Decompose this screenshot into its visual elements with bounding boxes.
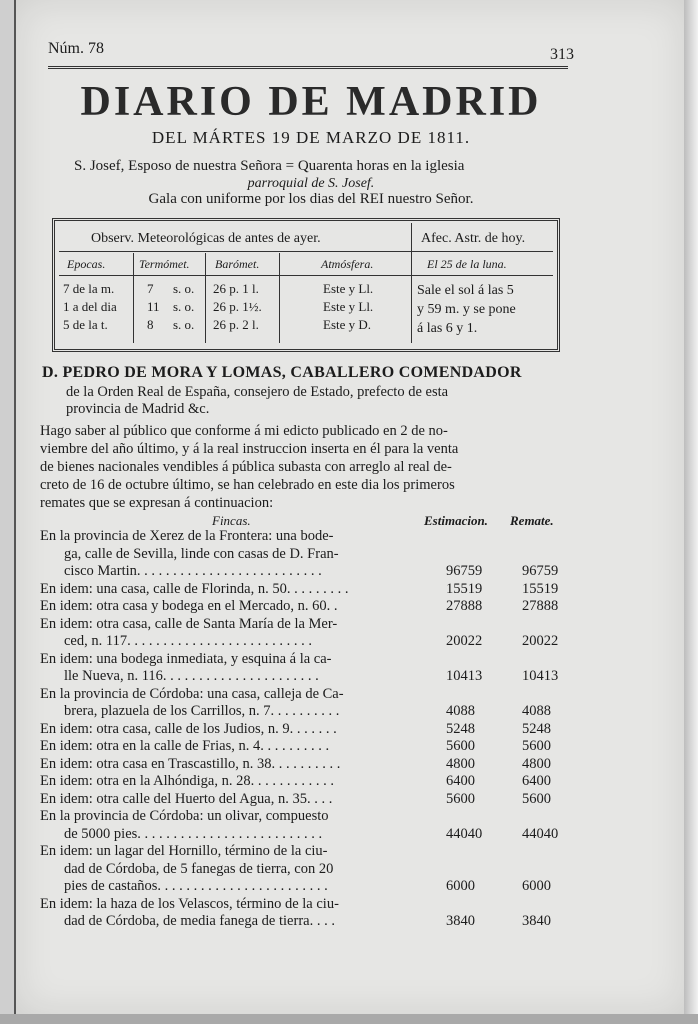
table-row xyxy=(40,738,424,756)
header-rule xyxy=(48,66,568,69)
finca-description: En idem: otra en la Alhóndiga, n. 28. . . . . . . . . . . . xyxy=(40,773,334,789)
table-row xyxy=(40,616,424,651)
table-row xyxy=(40,791,424,809)
estimacion-value: 10413 xyxy=(446,668,483,684)
table-row xyxy=(40,581,424,599)
estimacion-value: 6000 xyxy=(446,878,475,894)
weather-atm: Este y Ll. xyxy=(323,299,374,314)
weather-dir: s. o. xyxy=(173,281,195,296)
remate-value: 3840 xyxy=(522,913,551,929)
saint-of-day: S. Josef, Esposo de nuestra Señora = Quarenta horas en la iglesia xyxy=(74,158,465,174)
weather-term: 7 xyxy=(147,281,154,296)
remate-value: 6000 xyxy=(522,878,551,894)
decree-body-line: Hago saber al público que conforme á mi edicto publicado en 2 de no- xyxy=(40,423,448,439)
decree-body-line: de bienes nacionales vendibles á pública subasta con arreglo al real de- xyxy=(40,459,452,475)
table-row xyxy=(40,528,424,581)
finca-description: En idem: una bodega inmediata, y esquina á la ca- xyxy=(40,650,332,667)
astro-title: Afec. Astr. de hoy. xyxy=(421,231,526,246)
weather-baro: 26 p. 2 l. xyxy=(213,317,259,332)
issue-number: Núm. 78 xyxy=(48,40,104,57)
decree-body-line: creto de 16 de octubre último, se han celebrado en este dia los primeros xyxy=(40,477,455,493)
weather-box xyxy=(52,218,560,352)
col-barometro: Barómet. xyxy=(215,257,260,271)
estimacion-value: 4800 xyxy=(446,755,475,772)
astro-line: y 59 m. y se pone xyxy=(417,302,516,317)
astro-line: Sale el sol á las 5 xyxy=(417,283,514,298)
weather-term: 8 xyxy=(147,317,154,332)
weather-epoca: 7 de la m. xyxy=(63,281,115,296)
decree-heading-cont: provincia de Madrid &c. xyxy=(66,401,210,417)
finca-description: lle Nueva, n. 116. . . . . . . . . . . . . . . . . . . . . . xyxy=(64,668,319,684)
weather-epoca: 1 a del dia xyxy=(63,299,117,314)
weather-baro: 26 p. 1 l. xyxy=(213,281,259,296)
table-row xyxy=(40,843,424,896)
estimacion-value: 4088 xyxy=(446,703,475,719)
finca-description: dad de Córdoba, de 5 fanegas de tierra, con 20 xyxy=(64,860,334,877)
col-atmosfera: Atmósfera. xyxy=(321,257,374,271)
estimacion-value: 15519 xyxy=(446,580,483,597)
finca-description: cisco Martin. . . . . . . . . . . . . . . . . . . . . . . . . . xyxy=(64,563,322,579)
page-number: 313 xyxy=(550,46,574,63)
page-bottom-edge xyxy=(0,1014,698,1024)
remate-value: 4800 xyxy=(522,755,551,772)
remate-value: 44040 xyxy=(522,825,559,842)
gala-notice: Gala con uniforme por los dias del REI nuestro Señor. xyxy=(148,191,474,207)
finca-description: ga, calle de Sevilla, linde con casas de D. Fran- xyxy=(64,545,339,562)
finca-description: En idem: la haza de los Velascos, término de la ciu- xyxy=(40,895,339,912)
col-remate-header: Remate. xyxy=(510,513,554,528)
weather-dir: s. o. xyxy=(173,299,195,314)
finca-description: En la provincia de Xerez de la Frontera: una bode- xyxy=(40,528,334,544)
weather-epoca: 5 de la t. xyxy=(63,317,108,332)
issue-date: DEL MÁRTES 19 DE MARZO DE 1811. xyxy=(151,128,471,147)
remate-value: 5600 xyxy=(522,738,551,754)
finca-description: En la provincia de Córdoba: un olivar, compuesto xyxy=(40,808,329,824)
finca-description: pies de castaños. . . . . . . . . . . . . . . . . . . . . . . . xyxy=(64,878,328,894)
weather-baro: 26 p. 1½. xyxy=(213,299,262,314)
newspaper-page xyxy=(14,0,686,1014)
weather-title: Observ. Meteorológicas de antes de ayer. xyxy=(91,231,321,246)
finca-description: En idem: una casa, calle de Florinda, n. 50. . . . . . . . . xyxy=(40,580,349,597)
finca-description: En idem: otra casa en Trascastillo, n. 38. . . . . . . . . . xyxy=(40,755,341,772)
table-row xyxy=(40,721,424,739)
saint-of-day-cont: parroquial de S. Josef. xyxy=(247,176,375,191)
estimacion-value: 5600 xyxy=(446,790,475,807)
finca-description: En idem: otra casa, calle de Santa María de la Mer- xyxy=(40,615,338,632)
table-row xyxy=(40,598,424,616)
estimacion-value: 20022 xyxy=(446,633,483,649)
newspaper-title: DIARIO DE MADRID xyxy=(80,79,542,125)
estimacion-value: 27888 xyxy=(446,598,483,614)
weather-term: 11 xyxy=(147,299,160,314)
weather-divider xyxy=(279,253,280,343)
estimacion-value: 3840 xyxy=(446,913,475,929)
finca-description: dad de Córdoba, de media fanega de tierra. . . . xyxy=(64,913,335,929)
col-luna: El 25 de la luna. xyxy=(427,257,507,271)
finca-description: En idem: otra casa, calle de los Judios, n. 9. . . . . . . xyxy=(40,720,337,737)
remate-value: 20022 xyxy=(522,633,559,649)
col-estimacion-header: Estimacion. xyxy=(424,513,488,528)
remate-value: 4088 xyxy=(522,703,551,719)
estimacion-value: 6400 xyxy=(446,773,475,789)
weather-dir: s. o. xyxy=(173,317,195,332)
decree-heading: D. PEDRO DE MORA Y LOMAS, CABALLERO COMENDADOR xyxy=(42,364,522,381)
weather-atm: Este y D. xyxy=(323,317,372,332)
remate-value: 15519 xyxy=(522,580,559,597)
remate-value: 27888 xyxy=(522,598,559,614)
page-edge xyxy=(684,0,698,1024)
col-fincas-header: Fincas. xyxy=(212,513,251,528)
weather-divider xyxy=(133,253,134,343)
astro-line: á las 6 y 1. xyxy=(417,321,478,336)
finca-description: brera, plazuela de los Carrillos, n. 7. . . . . . . . . . xyxy=(64,703,340,719)
estimacion-value: 5248 xyxy=(446,720,475,737)
weather-rule xyxy=(59,251,553,252)
estimacion-value: 96759 xyxy=(446,563,483,579)
col-termometro: Termómet. xyxy=(139,257,190,271)
finca-description: En idem: otra en la calle de Frias, n. 4. . . . . . . . . . xyxy=(40,738,330,754)
col-epocas: Epocas. xyxy=(67,257,106,271)
table-row xyxy=(40,808,424,843)
decree-body-line: viembre del año último, y á la real instruccion inserta en él para la venta xyxy=(40,441,459,457)
table-row xyxy=(40,756,424,774)
weather-divider xyxy=(411,223,412,343)
remate-value: 5600 xyxy=(522,790,551,807)
weather-atm: Este y Ll. xyxy=(323,281,374,296)
decree-heading-cont: de la Orden Real de España, consejero de Estado, prefecto de esta xyxy=(66,384,449,400)
finca-description: En la provincia de Córdoba: una casa, calleja de Ca- xyxy=(40,685,344,702)
table-row xyxy=(40,651,424,686)
remate-value: 5248 xyxy=(522,720,551,737)
remate-value: 96759 xyxy=(522,563,559,579)
remate-value: 6400 xyxy=(522,773,551,789)
table-row xyxy=(40,686,424,721)
table-row xyxy=(40,773,424,791)
decree-body-line: remates que se expresan á continuacion: xyxy=(40,495,274,511)
finca-description: ced, n. 117. . . . . . . . . . . . . . . . . . . . . . . . . . xyxy=(64,633,312,649)
estimacion-value: 44040 xyxy=(446,825,483,842)
finca-description: En idem: otra calle del Huerto del Agua, n. 35. . . . xyxy=(40,790,333,807)
finca-description: de 5000 pies. . . . . . . . . . . . . . . . . . . . . . . . . . xyxy=(64,825,323,842)
remate-value: 10413 xyxy=(522,668,559,684)
finca-description: En idem: otra casa y bodega en el Mercado, n. 60. . xyxy=(40,598,338,614)
weather-divider xyxy=(205,253,206,343)
table-row xyxy=(40,896,424,931)
finca-description: En idem: un lagar del Hornillo, término de la ciu- xyxy=(40,843,328,859)
estimacion-value: 5600 xyxy=(446,738,475,754)
